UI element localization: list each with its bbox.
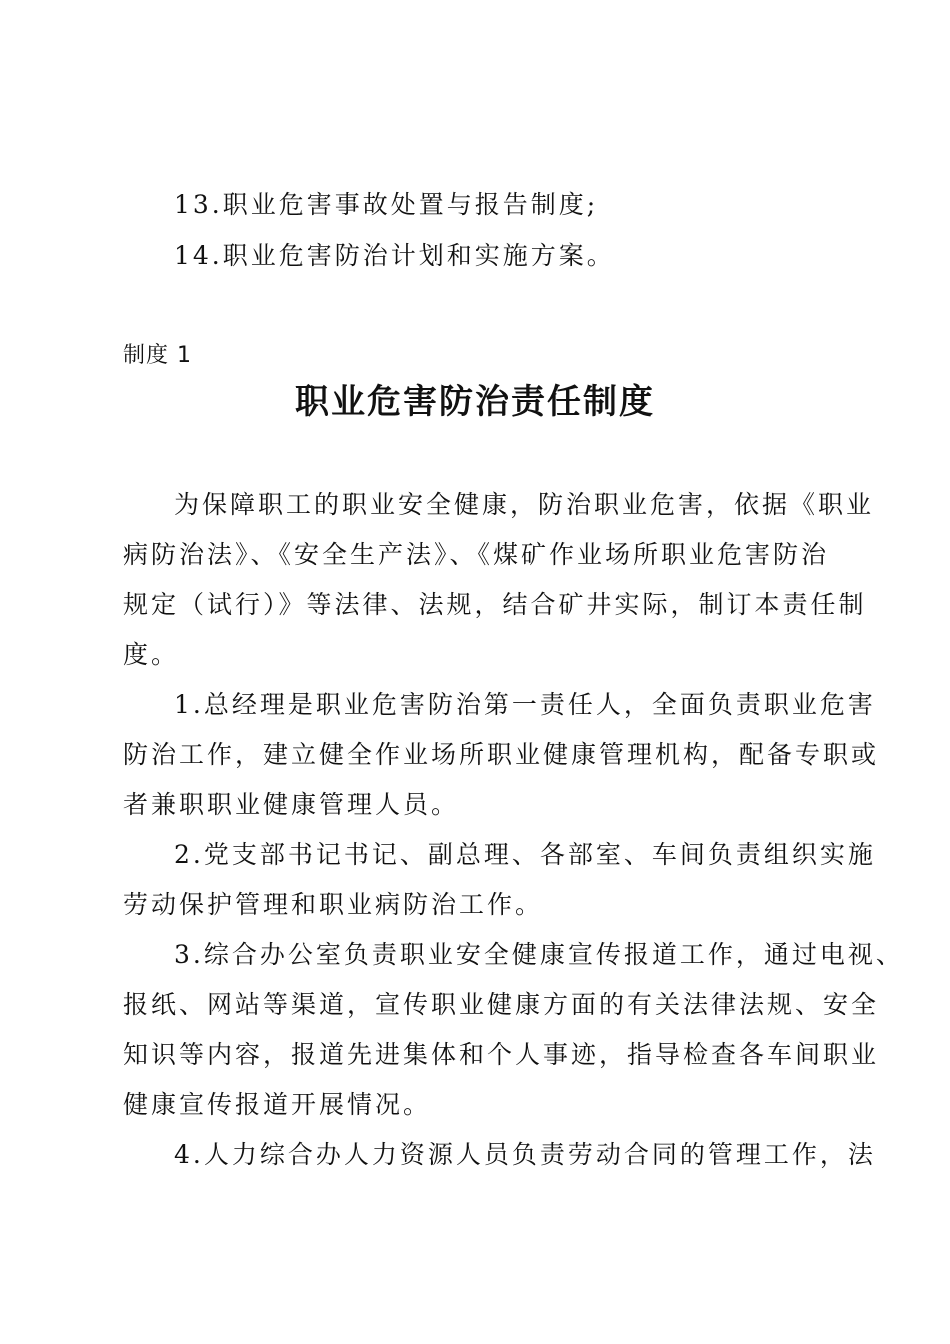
document-title: 职业危害防治责任制度 xyxy=(295,382,655,422)
paragraph-3-line-3: 知识等内容，报道先进集体和个人事迹，指导检查各车间职业 xyxy=(123,1040,880,1069)
list-item-14: 14.职业危害防治计划和实施方案。 xyxy=(174,241,615,270)
paragraph-0-line-3: 规定（试行）》等法律、法规，结合矿井实际，制订本责任制 xyxy=(123,590,867,619)
paragraph-3-line-1: 3.综合办公室负责职业安全健康宣传报道工作，通过电视、 xyxy=(174,940,904,969)
paragraph-1-line-1: 1.总经理是职业危害防治第一责任人，全面负责职业危害 xyxy=(174,690,876,719)
paragraph-2-line-2: 劳动保护管理和职业病防治工作。 xyxy=(123,890,544,919)
paragraph-0-line-1: 为保障职工的职业安全健康，防治职业危害，依据《职业 xyxy=(174,490,875,519)
paragraph-0-line-4: 度。 xyxy=(123,640,180,669)
paragraph-1-line-2: 防治工作，建立健全作业场所职业健康管理机构，配备专职或 xyxy=(123,740,880,769)
paragraph-2-line-1: 2.党支部书记书记、副总理、各部室、车间负责组织实施 xyxy=(174,840,876,869)
paragraph-1-line-3: 者兼职职业健康管理人员。 xyxy=(123,790,460,819)
section-label: 制度 1 xyxy=(123,343,192,368)
paragraph-4-line-1: 4.人力综合办人力资源人员负责劳动合同的管理工作，法 xyxy=(174,1140,876,1169)
paragraph-3-line-2: 报纸、网站等渠道，宣传职业健康方面的有关法律法规、安全 xyxy=(123,990,880,1019)
paragraph-3-line-4: 健康宣传报道开展情况。 xyxy=(123,1090,432,1119)
paragraph-0-line-2: 病防治法》、《安全生产法》、《煤矿作业场所职业危害防治 xyxy=(123,540,830,569)
list-item-13: 13.职业危害事故处置与报告制度; xyxy=(174,190,599,219)
